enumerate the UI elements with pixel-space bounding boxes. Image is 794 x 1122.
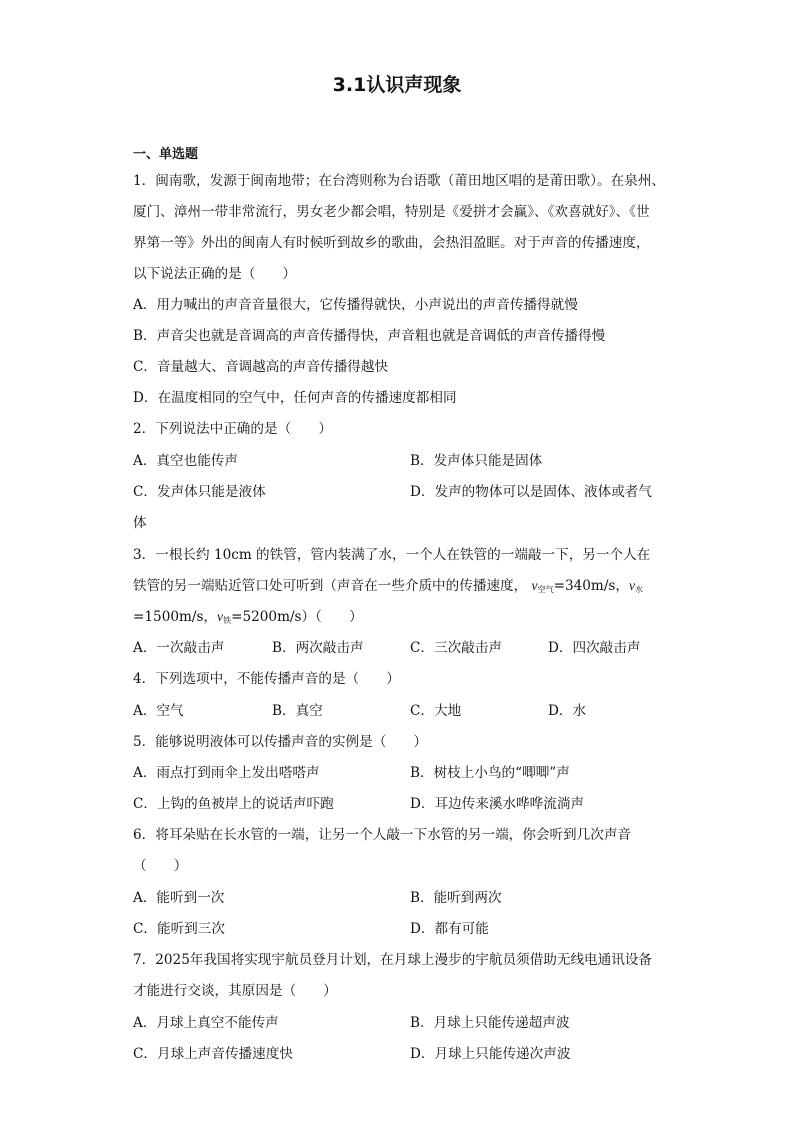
q6-option-d: D．都有可能 [410,921,489,937]
q6-option-c: C．能听到三次 [133,921,225,937]
q1-option-d: D．在温度相同的空气中，任何声音的传播速度都相同 [133,390,457,406]
page-title: 3.1认识声现象 [332,74,462,96]
q2-options-row-2 [133,482,663,502]
q3-option-d: D．四次敲击声 [548,640,641,656]
subscript-air: 空气 [537,585,554,594]
q1-stem-line-1: 1．闽南歌，发源于闽南地带；在台湾则称为台语歌（莆田地区唱的是莆田歌）。在泉州、 [133,173,666,189]
q5-option-a: A．雨点打到雨伞上发出嗒嗒声 [133,765,320,781]
speed-air: =340m/s， [553,578,629,594]
q6-options-row-2 [133,919,663,939]
q7-options-row-1 [133,1013,663,1033]
section-heading: 一、单选题 [133,147,199,162]
q1-option-c: C．音量越大、音调越高的声音传播得越快 [133,359,389,375]
subscript-iron: 铁 [223,616,232,625]
q3-option-a: A．一次敲击声 [133,640,225,656]
q2-options-row-1 [133,451,663,471]
q5-options-row-2 [133,794,663,814]
q4-option-d: D．水 [548,703,587,719]
q6-option-a: A．能听到一次 [133,890,225,906]
q4-option-c: C．大地 [410,703,462,719]
q6-stem-wrap: （ ） [133,858,188,874]
q7-option-b: B．月球上只能传递超声波 [410,1015,570,1031]
q1-option-b: B．声音尖也就是音调高的声音传播得快，声音粗也就是音调低的声音传播得慢 [133,328,606,344]
q2-option-d-wrap: 体 [133,515,147,531]
q2-stem: 2．下列说法中正确的是（ ） [133,421,332,437]
q7-options-row-2 [133,1044,663,1064]
q2-option-d: D．发声的物体可以是固体、液体或者气 [410,484,652,500]
q1-stem-line-3: 界第一等》外出的闽南人有时候听到故乡的歌曲，会热泪盈眶。对于声音的传播速度， [133,235,650,251]
q1-option-a: A．用力喊出的声音音量很大，它传播得就快，小声说出的声音传播得就慢 [133,297,578,313]
speed-water: =1500m/s， [133,609,218,625]
speed-iron: =5200m/s）（ ） [231,609,363,625]
q7-stem-wrap: 才能进行交谈，其原因是（ ） [133,983,337,999]
q3-stem-text: 铁管的另一端贴近管口处可听到（声音在一些介质中的传播速度， [133,578,528,594]
q3-option-c: C．三次敲击声 [410,640,502,656]
q7-option-a: A．月球上真空不能传声 [133,1015,279,1031]
q3-stem-line-2 [133,576,663,600]
q6-options-row-1 [133,888,663,908]
q3-stem-line-3 [133,607,663,631]
q7-option-c: C．月球上声音传播速度快 [133,1046,293,1062]
q5-option-d: D．耳边传来溪水哗哗流淌声 [410,796,585,812]
q5-stem: 5．能够说明液体可以传播声音的实例是（ ） [133,734,428,750]
subscript-water: 水 [635,585,644,594]
symbol-v: v [531,578,538,593]
q4-option-a: A．空气 [133,703,184,719]
q5-option-c: C．上钩的鱼被岸上的说话声吓跑 [133,796,334,812]
q5-options-row-1 [133,763,663,783]
q3-stem-line-1: 3．一根长约 10cm 的铁管，管内装满了水，一个人在铁管的一端敲一下，另一个人在 [133,547,651,563]
q7-option-d: D．月球上只能传递次声波 [410,1046,571,1062]
q4-stem: 4．下列选项中，不能传播声音的是（ ） [133,671,400,687]
q6-stem: 6．将耳朵贴在长水管的一端，让另一个人敲一下水管的另一端，你会听到几次声音 [133,827,632,843]
q4-option-b: B．真空 [272,703,323,719]
symbol-v: v [217,609,224,624]
q1-stem-line-4: 以下说法正确的是（ ） [133,266,297,282]
q2-option-c: C．发声体只能是液体 [133,484,266,500]
q6-option-b: B．能听到两次 [410,890,502,906]
symbol-v: v [628,578,636,593]
q7-stem: 7．2025年我国将实现宇航员登月计划，在月球上漫步的宇航员须借助无线电通讯设备 [133,952,653,968]
q1-stem-line-2: 厦门、漳州一带非常流行，男女老少都会唱，特别是《爱拼才会赢》、《欢喜就好》、《世 [133,204,650,220]
q2-option-b: B．发声体只能是固体 [410,453,543,469]
q3-option-b: B．两次敲击声 [272,640,364,656]
q5-option-b: B．树枝上小鸟的“唧唧”声 [410,765,570,781]
q2-option-a: A．真空也能传声 [133,453,238,469]
